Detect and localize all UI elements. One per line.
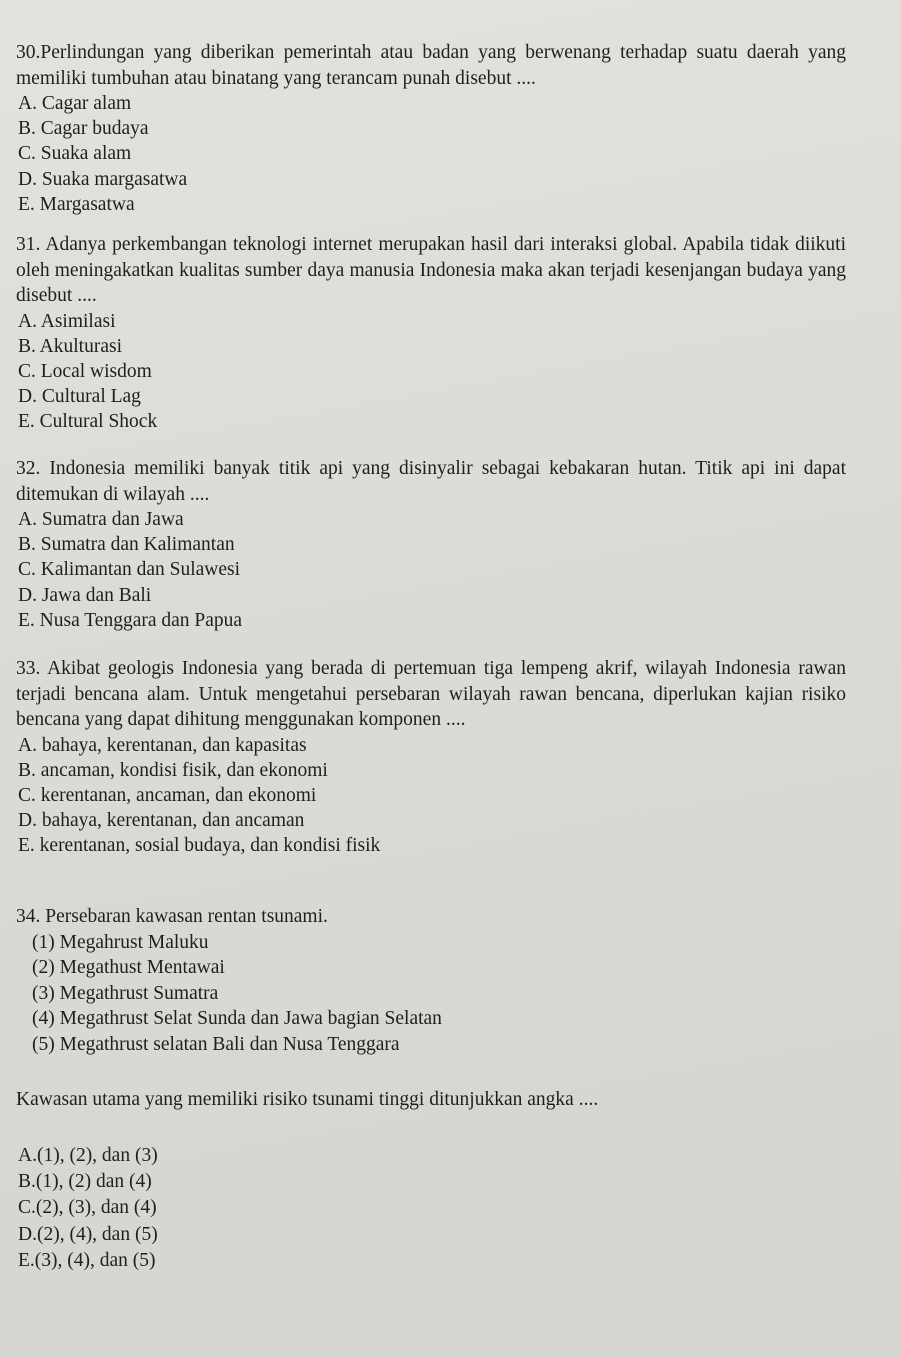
question-34-option-d[interactable]: D.(2), (4), dan (5) — [18, 1223, 158, 1245]
question-34-option-b[interactable]: B.(1), (2) dan (4) — [18, 1171, 152, 1193]
question-34-item-5: (5) Megathrust selatan Bali dan Nusa Tenggara — [32, 1033, 400, 1055]
question-30 — [16, 40, 846, 217]
question-33 — [16, 656, 846, 859]
question-33-option-c[interactable]: C. kerentanan, ancaman, dan ekonomi — [18, 784, 317, 806]
question-34-item-3: (3) Megathrust Sumatra — [32, 982, 219, 1004]
question-34 — [16, 904, 846, 1274]
question-33-option-a[interactable]: A. bahaya, kerentanan, dan kapasitas — [18, 734, 307, 756]
question-33-option-b[interactable]: B. ancaman, kondisi fisik, dan ekonomi — [18, 759, 328, 781]
question-33-option-d[interactable]: D. bahaya, kerentanan, dan ancaman — [18, 810, 305, 832]
question-34-stem: 34. Persebaran kawasan rentan tsunami. — [16, 906, 328, 927]
question-32 — [16, 456, 846, 633]
question-32-option-e[interactable]: E. Nusa Tenggara dan Papua — [18, 609, 243, 631]
question-31-option-c[interactable]: C. Local wisdom — [18, 360, 152, 382]
question-31-option-d[interactable]: D. Cultural Lag — [18, 386, 141, 408]
question-34-option-a[interactable]: A.(1), (2), dan (3) — [18, 1144, 158, 1166]
question-32-stem: 32. Indonesia memiliki banyak titik api yang disinyalir sebagai kebakaran hutan. Titik api ini dapat ditemukan di wilayah .... — [16, 458, 846, 505]
question-32-option-a[interactable]: A. Sumatra dan Jawa — [18, 509, 184, 530]
question-32-option-d[interactable]: D. Jawa dan Bali — [18, 584, 152, 606]
question-31-option-b[interactable]: B. Akulturasi — [18, 335, 123, 357]
question-34-item-4: (4) Megathrust Selat Sunda dan Jawa bagian Selatan — [32, 1008, 442, 1030]
question-34-item-1: (1) Megahrust Maluku — [32, 931, 209, 953]
question-30-option-b[interactable]: B. Cagar budaya — [18, 118, 149, 140]
question-31-option-e[interactable]: E. Cultural Shock — [18, 411, 158, 433]
question-32-option-c[interactable]: C. Kalimantan dan Sulawesi — [18, 559, 241, 581]
question-30-option-d[interactable]: D. Suaka margasatwa — [18, 168, 188, 190]
question-33-option-e[interactable]: E. kerentanan, sosial budaya, dan kondisi fisik — [18, 835, 381, 857]
question-33-stem: 33. Akibat geologis Indonesia yang berada di pertemuan tiga lempeng akrif, wilayah Indonesia rawan terjadi bencana alam. Untuk mengetahui persebaran wilayah rawan bencana, diperlukan kajian risiko bencana yang dapat dihitung menggunakan komponen .... — [16, 658, 846, 730]
question-34-option-e[interactable]: E.(3), (4), dan (5) — [18, 1249, 156, 1271]
question-34-item-2: (2) Megathust Mentawai — [32, 957, 225, 979]
question-30-option-c[interactable]: C. Suaka alam — [18, 143, 132, 165]
question-32-option-b[interactable]: B. Sumatra dan Kalimantan — [18, 534, 235, 556]
question-31 — [16, 232, 846, 435]
question-30-option-e[interactable]: E. Margasatwa — [18, 193, 135, 215]
question-31-stem: 31. Adanya perkembangan teknologi internet merupakan hasil dari interaksi global. Apabila tidak diikuti oleh meningakatkan kualitas sumber daya manusia Indonesia maka akan terjadi kesenjangan budaya yang disebut .... — [16, 234, 846, 306]
question-34-prompt: Kawasan utama yang memiliki risiko tsunami tinggi ditunjukkan angka .... — [16, 1089, 599, 1111]
question-30-option-a[interactable]: A. Cagar alam — [18, 93, 132, 114]
question-31-option-a[interactable]: A. Asimilasi — [18, 310, 116, 332]
question-34-option-c[interactable]: C.(2), (3), dan (4) — [18, 1197, 157, 1219]
question-30-stem: 30.Perlindungan yang diberikan pemerintah atau badan yang berwenang terhadap suatu daerah yang memiliki tumbuhan atau binatang yang terancam punah disebut .... — [16, 42, 846, 89]
